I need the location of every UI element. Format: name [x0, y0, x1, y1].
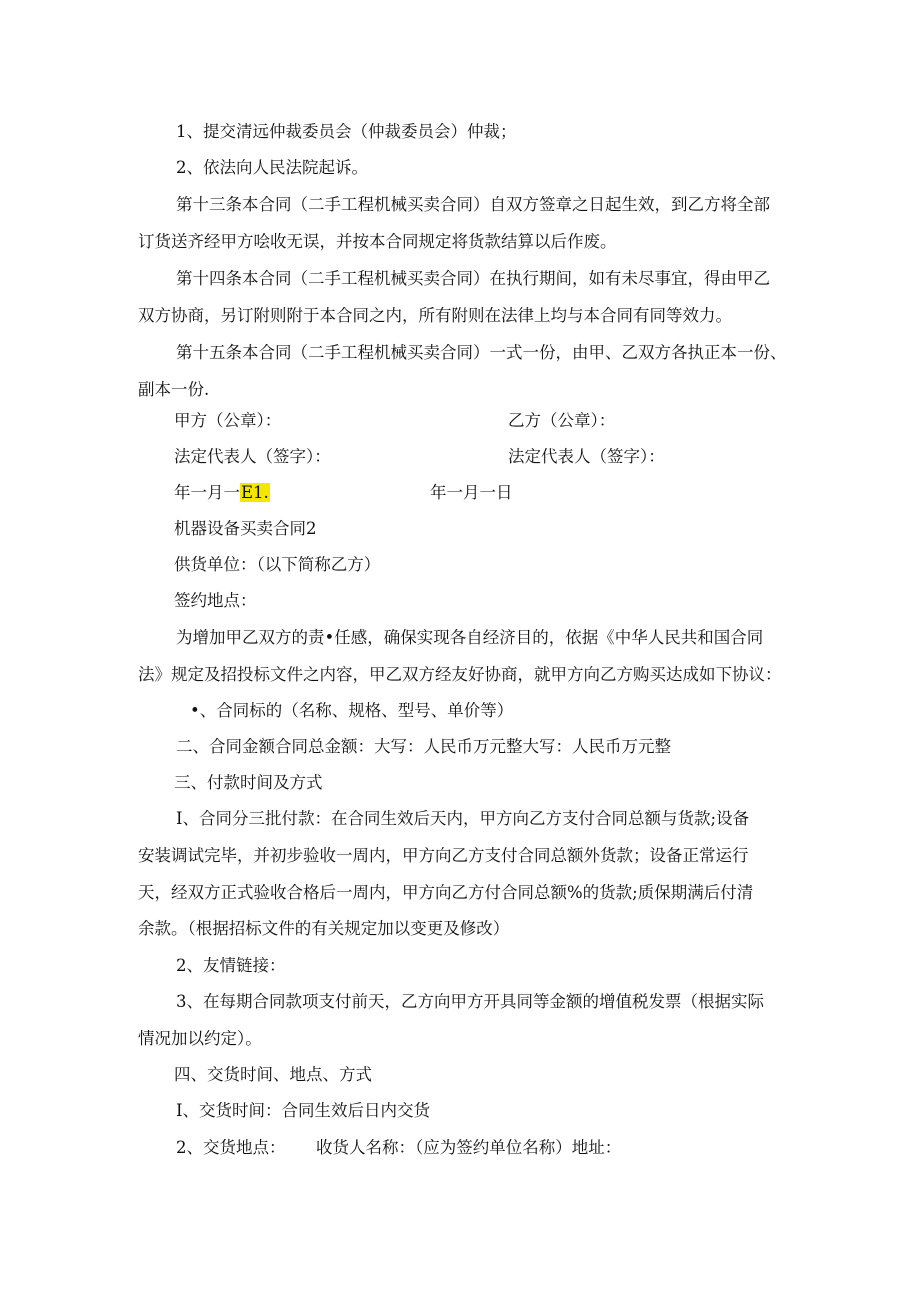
payment-line-1: I、合同分三批付款：在合同生效后天内，甲方向乙方支付合同总额与货款;设备: [176, 809, 750, 828]
delivery-location-label: 2、交货地点：: [176, 1138, 286, 1157]
party-b-seal: 乙方（公章）：: [508, 411, 616, 430]
arbitration-clause: 1、提交清远仲裁委员会（仲裁委员会）仲裁；: [176, 122, 517, 141]
payment-line-3: 天，经双方正式验收合格后一周内，甲方向乙方付合同总额%的货款;质保期满后付清: [138, 883, 754, 902]
party-b-representative: 法定代表人（签字）：: [508, 447, 665, 466]
party-a-date-prefix: 年一月一: [174, 483, 240, 502]
party-a-representative: 法定代表人（签字）：: [174, 447, 331, 466]
party-a-seal: 甲方（公章）：: [174, 411, 282, 430]
friendly-link: 2、友情链接：: [176, 956, 286, 975]
section-4-heading: 四、交货时间、地点、方式: [174, 1065, 372, 1084]
lawsuit-clause: 2、依法向人民法院起诉。: [176, 158, 368, 177]
supplier-line: 供货单位：（以下简称乙方）: [174, 555, 381, 574]
invoice-line-1: 3、在每期合同款项支付前天，乙方向甲方开具同等金额的增值税发票（根据实际: [176, 992, 764, 1011]
highlighted-date-mark: E1.: [241, 483, 269, 502]
contract-2-title: 机器设备买卖合同2: [174, 519, 317, 538]
article-13-line-1: 第十三条本合同（二手工程机械买卖合同）自双方签章之日起生效，到乙方将全部: [176, 195, 770, 214]
delivery-time: I、交货时间：合同生效后日内交货: [176, 1101, 431, 1120]
preamble-line-1: 为增加甲乙双方的责•任感，确保实现各自经济目的，依据《中华人民共和国合同: [176, 628, 764, 647]
invoice-line-2: 情况加以约定）。: [138, 1029, 262, 1048]
party-a-date: [174, 482, 270, 504]
consignee-name: 收货人名称：（应为签约单位名称）地址：: [316, 1138, 622, 1157]
payment-line-2: 安装调试完毕，并初步验收一周内，甲方向乙方支付合同总额外货款；设备正常运行: [138, 846, 749, 865]
preamble-line-2: 法》规定及招投标文件之内容，甲乙双方经友好协商，就甲方向乙方购买达成如下协议：: [138, 665, 782, 684]
payment-line-4: 余款。（根据招标文件的有关规定加以变更及修改）: [138, 919, 510, 938]
signing-location: 签约地点：: [174, 591, 257, 610]
article-15-line-2: 副本一份.: [138, 380, 210, 399]
article-13-line-2: 订货送齐经甲方哙收无误，并按本合同规定将货款结算以后作废。: [138, 232, 617, 251]
section-3-heading: 三、付款时间及方式: [174, 773, 323, 792]
article-14-line-1: 第十四条本合同（二手工程机械买卖合同）在执行期间，如有未尽事宜，得由甲乙: [176, 269, 770, 288]
article-14-line-2: 双方协商，另订附则附于本合同之内，所有附则在法律上均与本合同有同等效力。: [138, 306, 732, 325]
section-1-subject: •、合同标的（名称、规格、型号、单价等）: [190, 701, 514, 720]
section-2-amount: 二、合同金额合同总金额：大写：人民币万元整大写：人民币万元整: [176, 737, 671, 756]
article-15-line-1: 第十五条本合同（二手工程机械买卖合同）一式一份，由甲、乙双方各执正本一份、: [176, 343, 787, 362]
party-b-date: 年一月一日: [430, 483, 513, 502]
